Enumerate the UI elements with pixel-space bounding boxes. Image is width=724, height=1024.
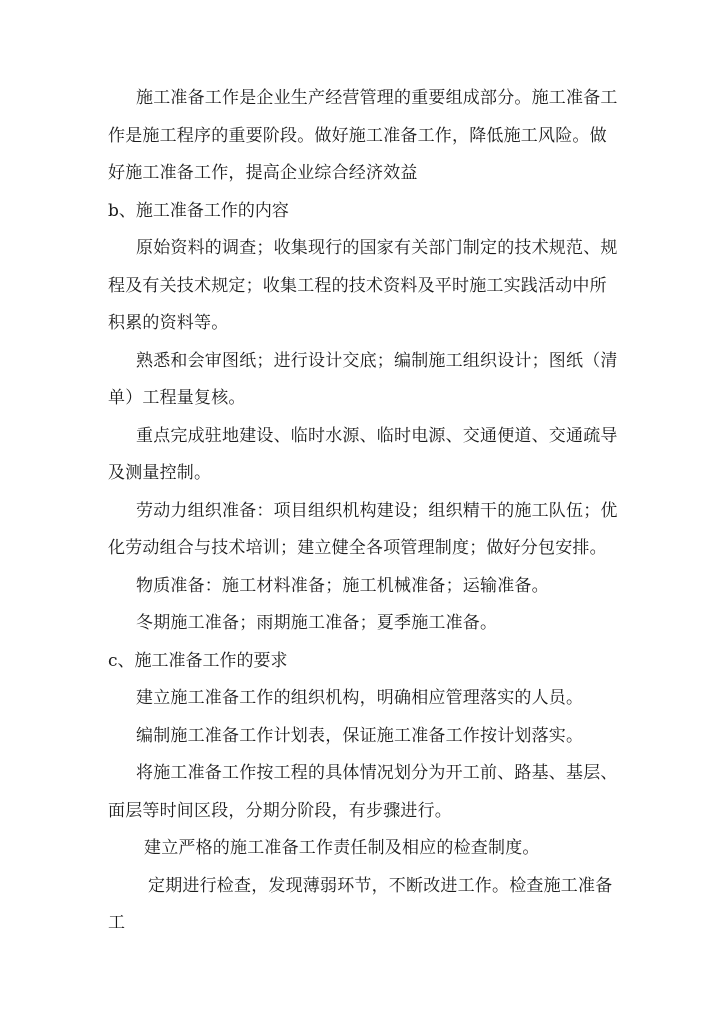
paragraph-raw-data: 原始资料的调查；收集现行的国家有关部门制定的技术规范、规程及有关技术规定；收集工程的技术资料及平时施工实践活动中所积累的资料等。	[108, 238, 618, 333]
paragraph-responsibility: 建立严格的施工准备工作责任制及相应的检查制度。	[144, 838, 540, 858]
paragraph-drawings: 熟悉和会审图纸；进行设计交底；编制施工组织设计；图纸（清单）工程量复核。	[108, 350, 618, 408]
paragraph-importance: 施工准备工作是企业生产经营管理的重要组成部分。施工准备工作是施工程序的重要阶段。做好施工准备工作，降低施工风险。做好施工准备工作，提高企业综合经济效益	[108, 88, 618, 183]
paragraph-seasonal: 冬期施工准备；雨期施工准备；夏季施工准备。	[136, 613, 498, 633]
paragraph-labor: 劳动力组织准备：项目组织机构建设；组织精干的施工队伍；优化劳动组合与技术培训；建立健全各项管理制度；做好分包安排。	[108, 500, 618, 558]
paragraph-plan-table: 编制施工准备工作计划表，保证施工准备工作按计划落实。	[136, 725, 584, 746]
section-heading-c: c、施工准备工作的要求	[108, 650, 288, 671]
paragraph-inspection: 定期进行检查，发现薄弱环节，不断改进工作。检查施工准备工	[108, 875, 613, 933]
section-heading-b: b、施工准备工作的内容	[108, 200, 289, 221]
document-body	[108, 80, 620, 943]
paragraph-materials: 物质准备：施工材料准备；施工机械准备；运输准备。	[136, 575, 549, 596]
paragraph-phases: 将施工准备工作按工程的具体情况划分为开工前、路基、基层、面层等时间区段，分期分阶段，有步骤进行。	[108, 763, 618, 821]
paragraph-site-setup: 重点完成驻地建设、临时水源、临时电源、交通便道、交通疏导及测量控制。	[108, 425, 618, 483]
paragraph-organization: 建立施工准备工作的组织机构，明确相应管理落实的人员。	[136, 688, 584, 708]
